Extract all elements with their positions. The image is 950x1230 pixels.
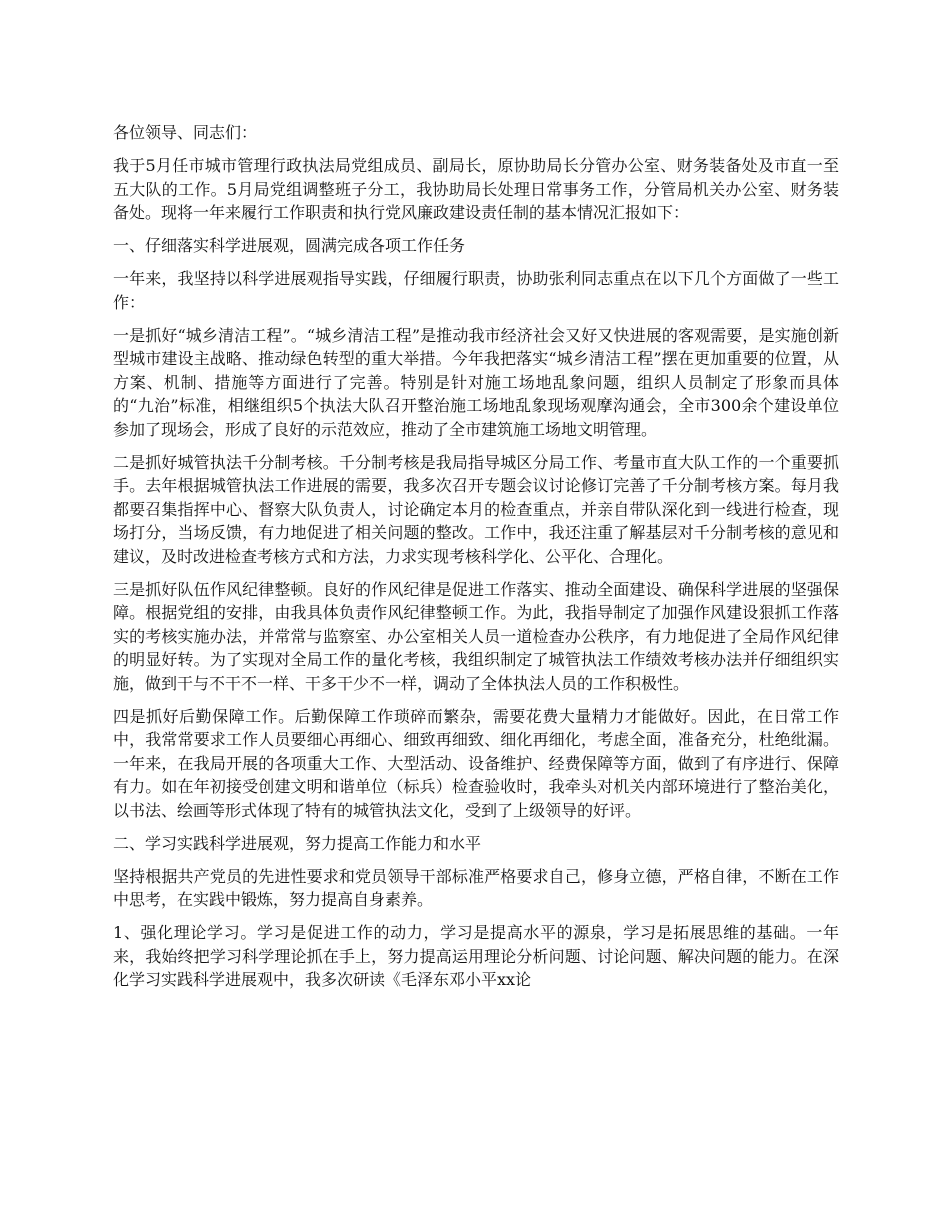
greeting: 各位领导、同志们： (113, 123, 258, 142)
intro-paragraph: 我于5月任市城市管理行政执法局党组成员、副局长，原协助局长分管办公室、财务装备处及市直一至五大队的工作。5月局党组调整班子分工，我协助局长处理日常事务工作，分管局机关办公室、财务装备处。现将一年来履行工作职责和执行党风廉政建设责任制的基本情况汇报如下： (113, 156, 839, 222)
section-heading-2: 二、学习实践科学进展观，努力提高工作能力和水平 (113, 833, 482, 853)
item-urban-rural-cleaning: 一是抓好“城乡清洁工程”。“城乡清洁工程”是推动我市经济社会又好又快进展的客观需要，是实施创新型城市建设主战略、推动绿色转型的重大举措。今年我把落实“城乡清洁工程”摆在更加重要的位置，从方案、机制、措施等方面进行了完善。特别是针对施工场地乱象问题，组织人员制定了形象而具体的“九治”标准，相继组织5个执法大队召开整治施工场地乱象现场观摩沟通会，全市300余个建设单位参加了现场会，形成了良好的示范效应，推动了全市建筑施工场地文明管理。 (113, 325, 839, 439)
item-theory-study: 1、强化理论学习。学习是促进工作的动力，学习是提高水平的源泉，学习是拓展思维的基础。一年来，我始终把学习科学理论抓在手上，努力提高运用理论分析问题、讨论问题、解决问题的能力。在深化学习实践科学进展观中，我多次研读《毛泽东邓小平xx论 (113, 923, 839, 989)
item-logistics-support: 四是抓好后勤保障工作。后勤保障工作琐碎而繁杂，需要花费大量精力才能做好。因此，在日常工作中，我常常要求工作人员要细心再细心、细致再细致、细化再细化，考虑全面，准备充分，杜绝纰漏。一年来，在我局开展的各项重大工作、大型活动、设备维护、经费保障等方面，做到了有序进行、保障有力。如在年初接受创建文明和谐单位（标兵）检查验收时，我牵头对机关内部环境进行了整治美化，以书法、绘画等形式体现了特有的城管执法文化，受到了上级领导的好评。 (113, 706, 839, 820)
section-2-intro: 坚持根据共产党员的先进性要求和党员领导干部标准严格要求自己，修身立德，严格自律，不断在工作中思考，在实践中锻炼，努力提高自身素养。 (113, 866, 839, 909)
document-page (113, 121, 839, 1001)
item-thousand-point-assessment: 二是抓好城管执法千分制考核。千分制考核是我局指导城区分局工作、考量市直大队工作的一个重要抓手。去年根据城管执法工作进展的需要，我多次召开专题会议讨论修订完善了千分制考核方案。每月我都要召集指挥中心、督察大队负责人，讨论确定本月的检查重点，并亲自带队深化到一线进行检查，现场打分，当场反馈，有力地促进了相关问题的整改。工作中，我还注重了解基层对千分制考核的意见和建议，及时改进检查考核方式和方法，力求实现考核科学化、公平化、合理化。 (113, 452, 839, 566)
section-heading-1: 一、仔细落实科学进展观，圆满完成各项工作任务 (113, 236, 466, 255)
section-1-intro: 一年来，我坚持以科学进展观指导实践，仔细履行职责，协助张利同志重点在以下几个方面做了一些工作： (113, 269, 839, 312)
item-discipline-rectification: 三是抓好队伍作风纪律整顿。良好的作风纪律是促进工作落实、推动全面建设、确保科学进展的坚强保障。根据党组的安排，由我具体负责作风纪律整顿工作。为此，我指导制定了加强作风建设狠抓工作落实的考核实施办法，并常常与监察室、办公室相关人员一道检查办公秩序，有力地促进了全局作风纪律的明显好转。为了实现对全局工作的量化考核，我组织制定了城管执法工作绩效考核办法并仔细组织实施，做到干与不干不一样、干多干少不一样，调动了全体执法人员的工作积极性。 (113, 579, 839, 693)
